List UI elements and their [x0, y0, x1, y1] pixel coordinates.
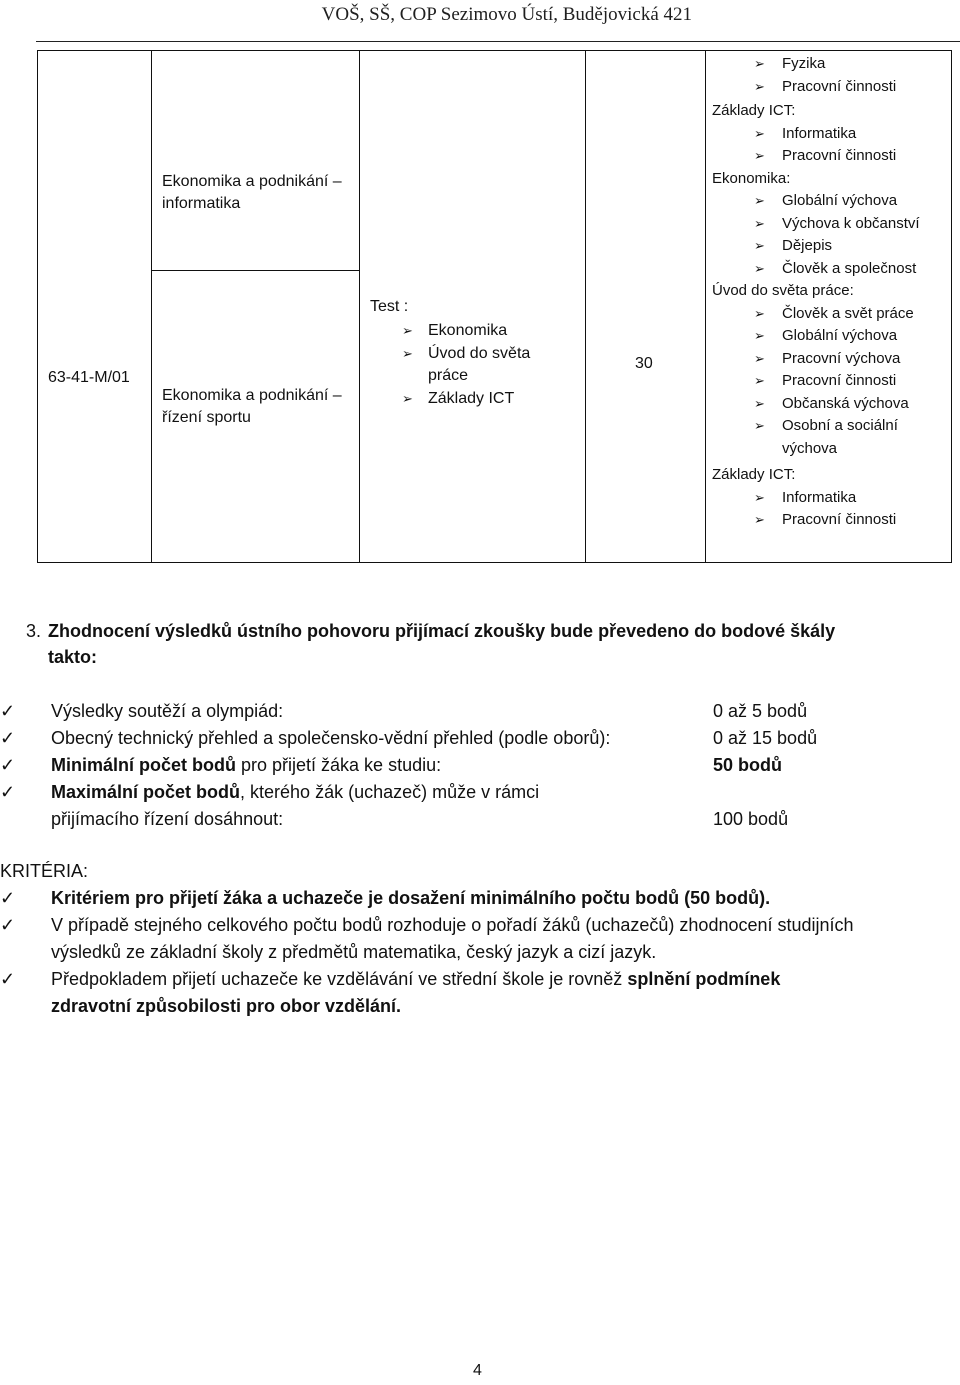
- arrow-bullet-icon: ➢: [754, 489, 765, 505]
- criteria-text: Kritériem pro přijetí žáka a uchazeče je dosažení minimálního počtu bodů (50 bodů).: [51, 888, 771, 908]
- points-label: [51, 752, 441, 778]
- test-item: [402, 320, 507, 342]
- branch-line: řízení sportu: [162, 409, 251, 426]
- content-item-text: Občanská výchova: [782, 394, 909, 412]
- points-list: [0, 698, 960, 838]
- points-label-rest: , kterého žák (uchazeč) může v rámci: [240, 782, 540, 802]
- content-item-text: Informatika: [782, 488, 857, 506]
- branch-line: Ekonomika a podnikání –: [162, 173, 342, 190]
- points-value: 50 bodů: [713, 755, 783, 775]
- checkmark-icon: ✓: [0, 782, 16, 802]
- checkmark-icon: ✓: [0, 701, 16, 721]
- points-value: 0 až 5 bodů: [713, 701, 808, 721]
- page-header: VOŠ, SŠ, COP Sezimovo Ústí, Budějovická 421: [321, 4, 692, 25]
- branch-code: 63-41-M/01: [48, 369, 130, 386]
- content-item-text: Pracovní činnosti: [782, 511, 897, 528]
- points-label: [51, 779, 539, 805]
- content-item-text: Člověk a společnost: [782, 259, 917, 277]
- arrow-bullet-icon: ➢: [754, 395, 765, 411]
- content-item-text: Globální výchova: [782, 192, 898, 209]
- arrow-bullet-icon: ➢: [402, 391, 413, 406]
- points-value: 100 bodů: [713, 809, 789, 829]
- section-heading-line: takto:: [48, 647, 97, 667]
- content-item-text: Pracovní činnosti: [782, 372, 897, 389]
- content-item-text: Osobní a sociální: [782, 417, 898, 434]
- points-label: přijímacího řízení dosáhnout:: [51, 809, 284, 829]
- criteria-text: výsledků ze základní školy z předmětů matematika, český jazyk a cizí jazyk.: [51, 942, 657, 962]
- section-3-heading: [26, 618, 938, 670]
- checkmark-icon: ✓: [0, 888, 16, 908]
- section-heading-line: Zhodnocení výsledků ústního pohovoru přijímací zkoušky bude převedeno do bodové škály: [48, 621, 836, 641]
- test-item: [402, 343, 530, 365]
- content-item-text: Člověk a svět práce: [782, 304, 914, 322]
- checkmark-icon: ✓: [0, 915, 16, 935]
- arrow-bullet-icon: ➢: [754, 56, 765, 71]
- table-divider: [359, 51, 360, 562]
- points-label-bold: Minimální počet bodů: [51, 755, 236, 775]
- content-item-text: Informatika: [782, 124, 857, 142]
- branch-line: Ekonomika a podnikání –: [162, 387, 342, 404]
- arrow-bullet-icon: ➢: [754, 238, 765, 253]
- content-heading: [712, 464, 950, 486]
- header-divider: [36, 41, 960, 42]
- arrow-bullet-icon: ➢: [754, 215, 765, 231]
- checkmark-icon: ✓: [0, 969, 16, 989]
- arrow-bullet-icon: ➢: [754, 373, 765, 388]
- branch-name-sport: [162, 385, 342, 429]
- content-item-text: Pracovní činnosti: [782, 77, 897, 95]
- criteria-title: KRITÉRIA:: [0, 861, 89, 881]
- content-heading-text: Základy ICT:: [712, 102, 796, 119]
- content-item-text: Globální výchova: [782, 327, 898, 344]
- criteria-text-bold: splnění podmínek: [627, 969, 781, 989]
- content-heading: [712, 100, 950, 122]
- table-divider: [705, 51, 706, 562]
- content-heading: [712, 280, 950, 302]
- content-heading: [712, 168, 950, 190]
- branch-name-informatika: [162, 171, 342, 215]
- table-divider: [585, 51, 586, 562]
- test-item-label: Ekonomika: [428, 322, 508, 339]
- points-label-bold: Maximální počet bodů: [51, 782, 241, 802]
- arrow-bullet-icon: ➢: [754, 125, 765, 141]
- test-label: Test :: [370, 298, 409, 315]
- arrow-bullet-icon: ➢: [754, 328, 765, 343]
- test-item-continued: práce: [428, 367, 469, 384]
- table-divider: [151, 270, 359, 271]
- arrow-bullet-icon: ➢: [754, 305, 765, 321]
- arrow-bullet-icon: ➢: [754, 78, 765, 94]
- criteria-text: V případě stejného celkového počtu bodů rozhoduje o pořadí žáků (uchazečů) zhodnocení studijních: [51, 915, 854, 935]
- test-item-label: Úvod do světa: [428, 345, 531, 362]
- content-item-text: výchova: [782, 439, 838, 457]
- criteria-text-bold: zdravotní způsobilosti pro obor vzdělání.: [51, 996, 402, 1016]
- arrow-bullet-icon: ➢: [754, 512, 765, 527]
- section-number: 3.: [26, 621, 42, 641]
- study-branch-table: [37, 50, 952, 563]
- page-number: 4: [473, 1362, 482, 1379]
- arrow-bullet-icon: ➢: [754, 350, 765, 366]
- content-heading-text: Základy ICT:: [712, 466, 796, 483]
- arrow-bullet-icon: ➢: [754, 418, 765, 433]
- criteria-text-plain: Předpokladem přijetí uchazeče ke vzdělávání ve střední škole je rovněž: [51, 969, 628, 989]
- content-item-text: Pracovní činnosti: [782, 147, 897, 164]
- content-heading-text: Ekonomika:: [712, 169, 791, 187]
- test-count: 30: [635, 355, 653, 372]
- points-label-rest: pro přijetí žáka ke studiu:: [236, 755, 442, 775]
- points-label: Výsledky soutěží a olympiád:: [51, 701, 284, 721]
- content-item-text: Výchova k občanství: [782, 214, 920, 232]
- content-item-text: Pracovní výchova: [782, 349, 901, 367]
- criteria-list: [0, 885, 960, 1025]
- branch-line: informatika: [162, 195, 241, 212]
- checkmark-icon: ✓: [0, 728, 16, 748]
- arrow-bullet-icon: ➢: [754, 148, 765, 163]
- arrow-bullet-icon: ➢: [754, 193, 765, 208]
- arrow-bullet-icon: ➢: [402, 346, 413, 361]
- table-divider: [151, 51, 152, 562]
- arrow-bullet-icon: ➢: [754, 260, 765, 276]
- points-value: 0 až 15 bodů: [713, 728, 818, 748]
- arrow-bullet-icon: ➢: [402, 323, 413, 338]
- content-heading-text: Úvod do světa práce:: [712, 282, 854, 299]
- content-item-text: Dějepis: [782, 237, 833, 254]
- points-label: Obecný technický přehled a společensko-vědní přehled (podle oborů):: [51, 728, 611, 748]
- checkmark-icon: ✓: [0, 755, 16, 775]
- content-item-text: Fyzika: [782, 55, 826, 72]
- criteria-text: [51, 966, 780, 992]
- test-item: [402, 388, 514, 410]
- test-item-label: Základy ICT: [428, 390, 515, 407]
